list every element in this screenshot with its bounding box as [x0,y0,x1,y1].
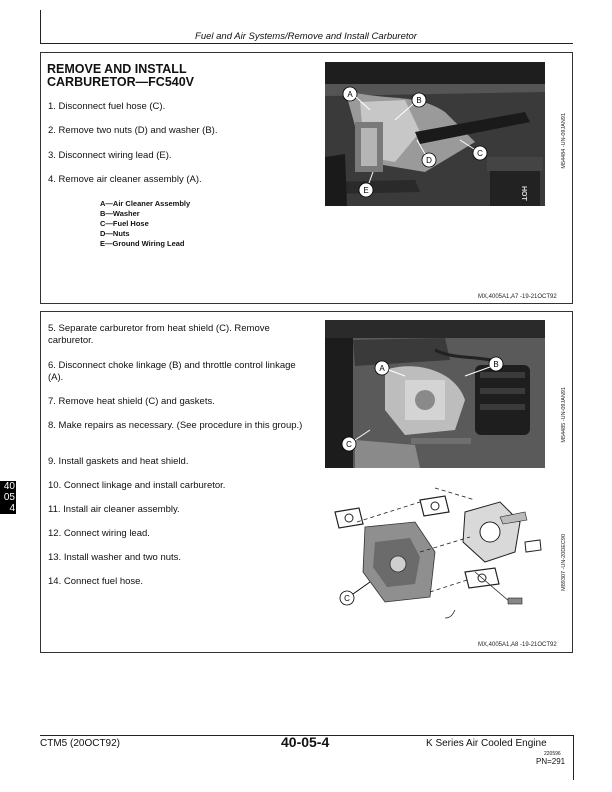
step-4: 4. Remove air cleaner assembly (A). [48,174,202,185]
svg-text:B: B [493,360,499,369]
legend-item: D—Nuts [100,229,130,238]
step-13: 13. Install washer and two nuts. [48,552,182,563]
footer-small-code: 220596 [544,751,561,757]
svg-text:C: C [344,594,350,603]
step-10: 10. Connect linkage and install carburetor. [48,480,226,491]
svg-text:D: D [426,156,432,165]
step-9: 9. Install gaskets and heat shield. [48,456,189,467]
step-11: 11. Install air cleaner assembly. [48,504,180,515]
bottom-right-margin-line [573,735,574,780]
svg-text:E: E [363,186,369,195]
step-1: 1. Disconnect fuel hose (C). [48,101,166,112]
legend-item: C—Fuel Hose [100,219,149,228]
footer-pn: PN=291 [536,757,566,766]
step-6: 6. Disconnect choke linkage (B) and throttle control linkage (A). [48,360,296,383]
figure-code: M54484 -UN-09JAN91 [561,113,567,169]
section-title: REMOVE AND INSTALL CARBURETOR—FC540V [47,62,195,89]
engine-photo-air-cleaner [325,62,545,206]
section-tab: 40 05 4 [0,481,16,514]
step-12: 12. Connect wiring lead. [48,528,150,539]
footer-page-number: 40-05-4 [281,734,330,750]
reference-code: MX,4005A1,A7 -19-21OCT92 [478,294,557,300]
legend-item: B—Washer [100,209,140,218]
oil-filter-label: HOT [520,186,527,201]
reference-code: MX,4005A1,A8 -19-21OCT92 [478,642,557,648]
section-install-carburetor [40,311,573,653]
figure-code: M89307 -UN-20DEC90 [561,534,567,591]
header-rule [40,43,573,44]
figure-code: M54485 -UN-09JAN91 [561,387,567,443]
svg-text:A: A [347,90,353,99]
svg-text:C: C [346,440,352,449]
carburetor-photo-linkage [325,320,545,468]
step-5: 5. Separate carburetor from heat shield (C). Remove carburetor. [48,323,270,346]
section-remove-carburetor [40,52,573,304]
step-14: 14. Connect fuel hose. [48,576,144,587]
figure-legend [100,199,190,249]
step-7: 7. Remove heat shield (C) and gaskets. [48,396,215,407]
legend-item: E—Ground Wiring Lead [100,239,185,248]
footer-title: K Series Air Cooled Engine [426,738,547,749]
step-2: 2. Remove two nuts (D) and washer (B). [48,125,218,136]
legend-item: A—Air Cleaner Assembly [100,199,191,208]
svg-text:A: A [379,364,385,373]
carburetor-exploded-view [325,472,545,622]
footer-doc-id: CTM5 (20OCT92) [40,738,121,749]
running-header: Fuel and Air Systems/Remove and Install Carburetor [195,31,417,42]
svg-text:B: B [416,96,422,105]
step-8: 8. Make repairs as necessary. (See procedure in this group.) [48,420,303,431]
svg-text:C: C [477,149,483,158]
step-3: 3. Disconnect wiring lead (E). [48,150,172,161]
